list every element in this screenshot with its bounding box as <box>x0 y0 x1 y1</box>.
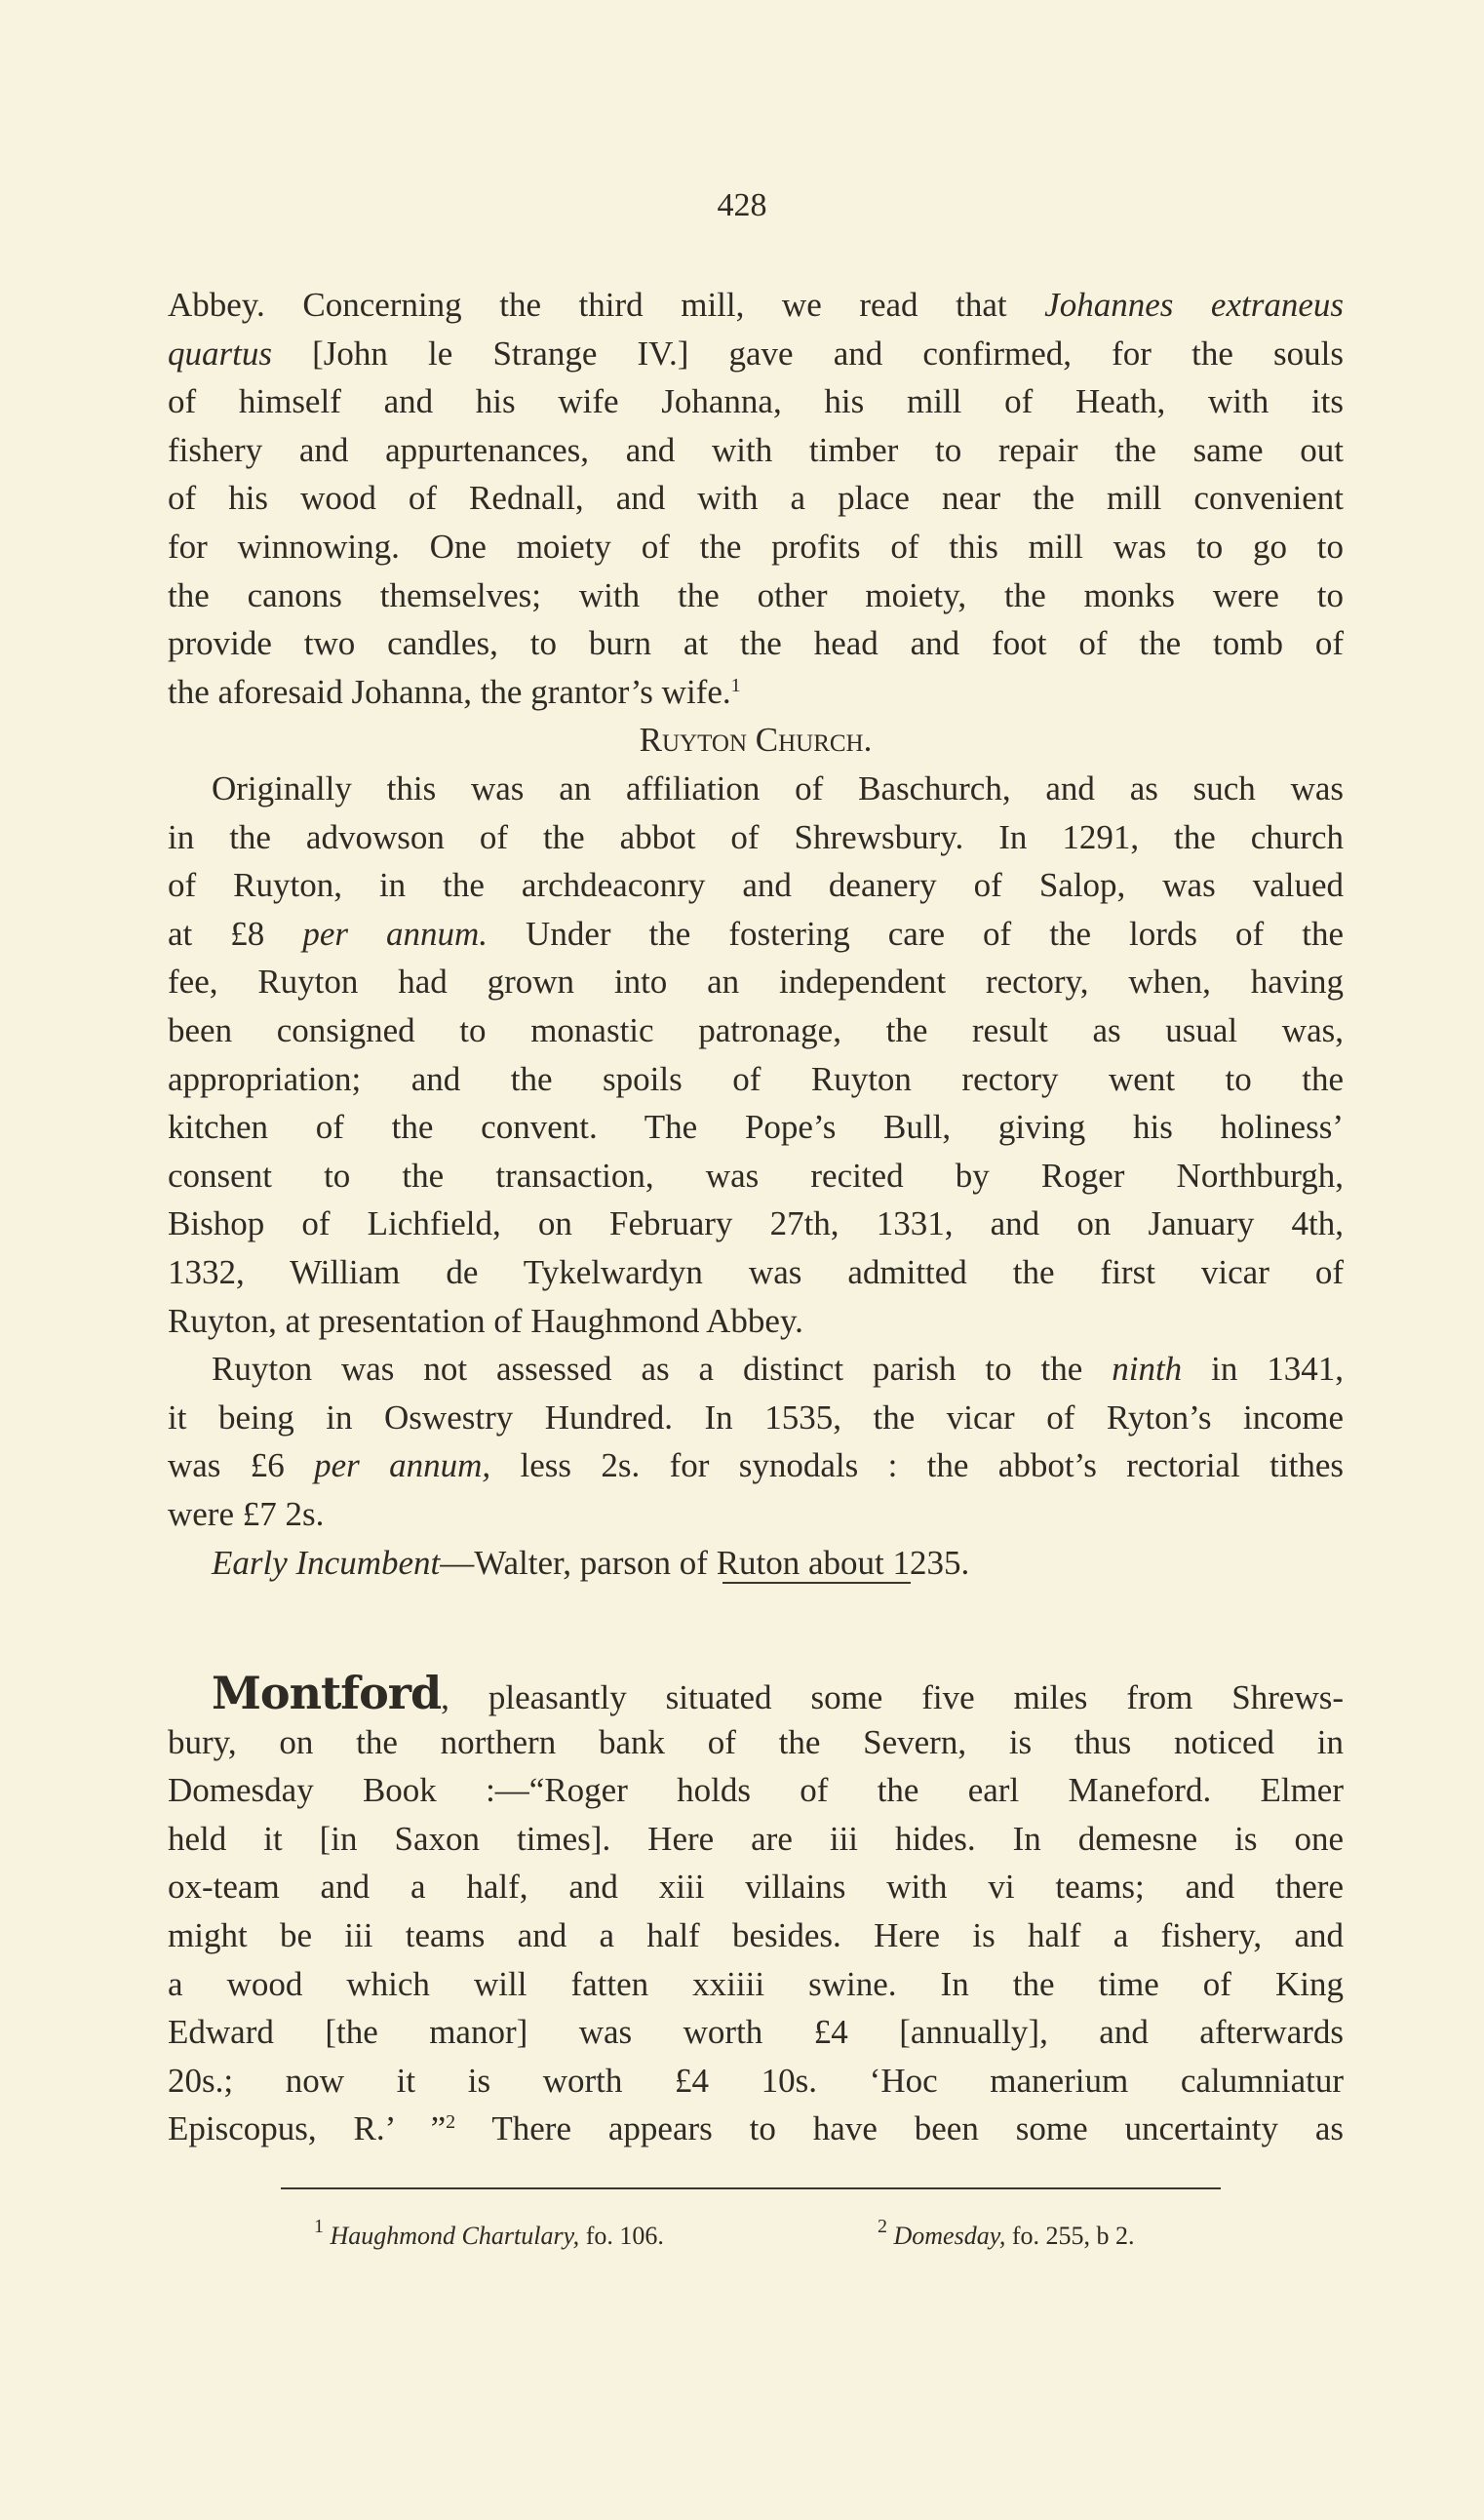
text-line <box>168 668 1344 717</box>
text-line <box>168 377 1344 426</box>
text-run: it being in Oswestry Hundred. In 1535, the vicar of Ryton’s income <box>168 1398 1344 1437</box>
text-run: Ruyton was not assessed as a distinct parish to the <box>212 1350 1113 1389</box>
text-line <box>168 1911 1344 1960</box>
text-run: of himself and his wife Johanna, his mill of Heath, with its <box>168 382 1344 421</box>
text-run: in the advowson of the abbot of Shrewsbury. In 1291, the church <box>168 817 1344 856</box>
text-line <box>168 474 1344 523</box>
text-line <box>168 1103 1344 1152</box>
text-line <box>168 330 1344 378</box>
text-run: There appears to have been some uncertainty as <box>455 2109 1344 2148</box>
paragraph-abbey-mill <box>168 281 1344 716</box>
text-run: Domesday, <box>893 2222 1006 2250</box>
text-run: Abbey. Concerning the third mill, we read that <box>168 286 1045 324</box>
text-line <box>168 765 1344 813</box>
text-line <box>168 1345 1344 1394</box>
text-run: per annum. <box>302 914 488 953</box>
text-line <box>168 861 1344 910</box>
text-run: of his wood of Rednall, and with a place near the mill convenient <box>168 479 1344 518</box>
text-run: a wood which will fatten xxiiii swine. In the time of King <box>168 1964 1344 2003</box>
text-line <box>168 1152 1344 1201</box>
text-run: Domesday Book :—“Roger holds of the earl Maneford. Elmer <box>168 1771 1344 1810</box>
text-line <box>168 1200 1344 1248</box>
text-line <box>168 426 1344 475</box>
text-run: fo. 106. <box>579 2222 664 2250</box>
text-run: 1332, William de Tykelwardyn was admitted the first vicar of <box>168 1252 1344 1291</box>
text-line <box>168 1863 1344 1911</box>
text-run: Episcopus, R.’ ” <box>168 2109 447 2148</box>
text-run: held it [in Saxon times]. Here are iii hides. In demesne is one <box>168 1819 1344 1858</box>
text-run: the canons themselves; with the other moiety, the monks were to <box>168 575 1344 614</box>
text-run: 20s.; now it is worth £4 10s. ‘Hoc manerium calumniatur <box>168 2061 1344 2100</box>
text-line <box>168 1490 1344 1539</box>
text-run: —Walter, parson of Ruton about 1235. <box>440 1543 970 1582</box>
text-run: bury, on the northern bank of the Severn, is thus noticed in <box>168 1722 1344 1761</box>
footnote-divider <box>281 2187 1221 2189</box>
text-run: Edward [the manor] was worth £4 [annually], and afterwards <box>168 2013 1344 2052</box>
text-line <box>168 1394 1344 1442</box>
footnote-marker: 2 <box>446 2111 456 2134</box>
text-run: Bishop of Lichfield, on February 27th, 1331, and on January 4th, <box>168 1204 1344 1243</box>
footnote-marker: 1 <box>730 674 741 696</box>
text-line <box>168 1667 1344 1719</box>
text-run: Early Incumbent <box>212 1543 441 1582</box>
text-run: consent to the transaction, was recited by Roger Northburgh, <box>168 1156 1344 1195</box>
paragraph-ruyton-church <box>168 765 1344 1587</box>
text-run: of Ruyton, in the archdeaconry and deanery of Salop, was valued <box>168 866 1344 905</box>
text-run: less 2s. for synodals : the abbot’s rectorial tithes <box>490 1446 1344 1485</box>
text-run: for winnowing. One moiety of the profits of this mill was to go to <box>168 527 1344 566</box>
text-line <box>168 958 1344 1006</box>
text-line <box>168 1718 1344 1767</box>
text-line <box>168 1815 1344 1864</box>
section-divider <box>722 1582 911 1584</box>
text-run: at £8 <box>168 914 303 953</box>
text-line <box>168 2057 1344 2106</box>
text-line <box>168 2008 1344 2057</box>
section-heading-container <box>168 716 1344 765</box>
text-run: appropriation; and the spoils of Ruyton rectory went to the <box>168 1059 1344 1098</box>
text-line <box>168 523 1344 571</box>
text-run: was £6 <box>168 1446 315 1485</box>
text-run: quartus <box>168 334 272 373</box>
text-run: Ruyton, at presentation of Haughmond Abbey. <box>168 1301 803 1340</box>
text-run: per annum, <box>314 1446 491 1485</box>
text-line <box>168 910 1344 959</box>
text-run: fishery and appurtenances, and with timber to repair the same out <box>168 430 1344 469</box>
text-line <box>168 2105 1344 2153</box>
paragraph-montford <box>168 1667 1344 2153</box>
text-run: ninth <box>1112 1350 1183 1389</box>
text-run: been consigned to monastic patronage, the result as usual was, <box>168 1010 1344 1049</box>
page-number: 428 <box>717 187 767 223</box>
text-line <box>168 281 1344 330</box>
drop-initial-word: Montford <box>212 1667 442 1719</box>
text-line <box>168 1539 1344 1588</box>
text-run: Johannes extraneus <box>1044 286 1345 324</box>
text-run: fo. 255, b 2. <box>1005 2222 1135 2250</box>
footnote-marker: 2 <box>878 2216 887 2237</box>
text-line <box>168 619 1344 668</box>
text-run: [John le Strange IV.] gave and confirmed, for the souls <box>271 334 1344 373</box>
text-run: Under the fostering care of the lords of the <box>488 914 1344 953</box>
text-run: Haughmond Chartulary, <box>330 2222 580 2250</box>
text-run: ox-team and a half, and xiii villains with vi teams; and there <box>168 1868 1344 1907</box>
text-run: Originally this was an affiliation of Baschurch, and as such was <box>212 769 1344 807</box>
text-run: the aforesaid Johanna, the grantor’s wife. <box>168 672 731 711</box>
footnote-marker: 1 <box>314 2216 324 2237</box>
text-line <box>168 1441 1344 1490</box>
footnote-1 <box>314 2216 664 2251</box>
text-run: were £7 2s. <box>168 1494 325 1533</box>
text-run: provide two candles, to burn at the head and foot of the tomb of <box>168 624 1344 663</box>
text-run: might be iii teams and a half besides. Here is half a fishery, and <box>168 1915 1344 1954</box>
text-line <box>168 1248 1344 1297</box>
text-line <box>168 571 1344 620</box>
text-run: in 1341, <box>1182 1350 1344 1389</box>
text-line <box>168 1960 1344 2009</box>
text-line <box>168 1055 1344 1104</box>
text-line <box>168 1006 1344 1055</box>
footnote-2 <box>878 2216 1135 2251</box>
text-run: fee, Ruyton had grown into an independent rectory, when, having <box>168 963 1344 1002</box>
text-line <box>168 813 1344 862</box>
section-heading: Ruyton Church. <box>639 721 873 759</box>
text-run: , pleasantly situated some five miles from Shrews- <box>441 1678 1344 1716</box>
text-line <box>168 1766 1344 1815</box>
text-line <box>168 1297 1344 1346</box>
text-run: kitchen of the convent. The Pope’s Bull, giving his holiness’ <box>168 1108 1344 1147</box>
